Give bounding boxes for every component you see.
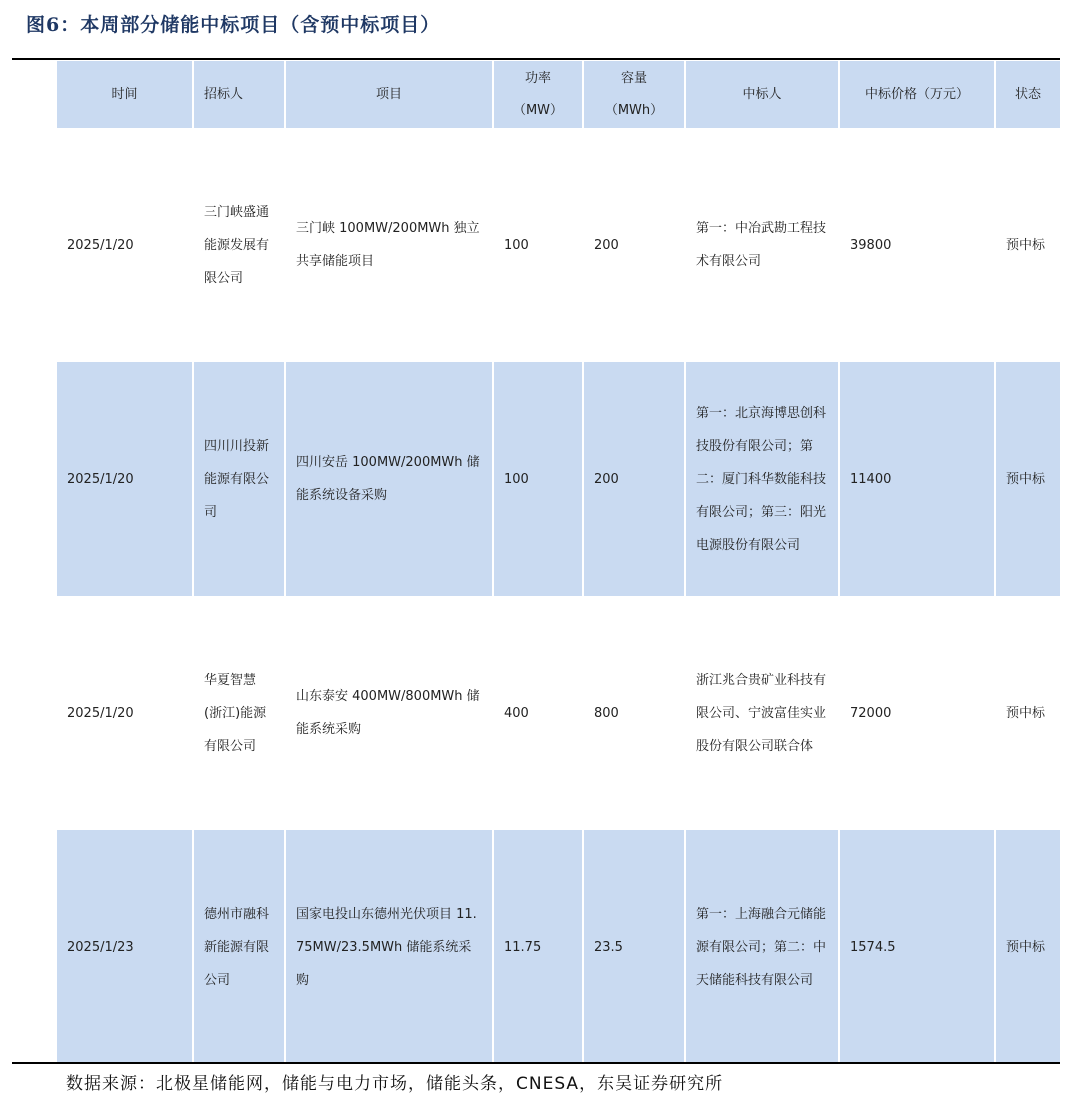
header-row [57, 61, 1060, 128]
cell-power: 100 [493, 128, 583, 362]
cell-capacity: 200 [583, 128, 685, 362]
cell-winner: 第一：北京海博思创科技股份有限公司；第二：厦门科华数能科技有限公司；第三：阳光电源股份有限公司 [685, 362, 839, 596]
data-source: 数据来源：北极星储能网，储能与电力市场，储能头条，CNESA，东吴证券研究所 [66, 1074, 724, 1094]
cell-price: 1574.5 [839, 830, 995, 1064]
cell-project: 三门峡 100MW/200MWh 独立共享储能项目 [285, 128, 493, 362]
cell-winner: 第一：中冶武勘工程技术有限公司 [685, 128, 839, 362]
cell-winner: 第一：上海融合元储能源有限公司；第二：中天储能科技有限公司 [685, 830, 839, 1064]
cell-tenderer: 三门峡盛通能源发展有限公司 [193, 128, 285, 362]
cell-status: 预中标 [1006, 705, 1046, 721]
header-power [493, 61, 583, 128]
cell-time: 2025/1/20 [57, 596, 193, 830]
table-row [57, 128, 1060, 362]
cell-power: 11.75 [493, 830, 583, 1064]
bottom-rule [12, 1062, 1060, 1064]
cell-project: 国家电投山东德州光伏项目 11.75MW/23.5MWh 储能系统采购 [285, 830, 493, 1064]
cell-price: 72000 [839, 596, 995, 830]
bid-table [57, 61, 1060, 1064]
cell-capacity: 200 [583, 362, 685, 596]
header-winner: 中标人 [685, 61, 839, 128]
header-project: 项目 [285, 61, 493, 128]
cell-time: 2025/1/20 [57, 128, 193, 362]
cell-capacity: 23.5 [583, 830, 685, 1064]
cell-time: 2025/1/20 [57, 362, 193, 596]
header-power-line2: （MW） [512, 102, 564, 118]
cell-capacity: 800 [583, 596, 685, 830]
cell-status: 预中标 [1006, 939, 1046, 955]
cell-time: 2025/1/23 [57, 830, 193, 1064]
cell-project: 四川安岳 100MW/200MWh 储能系统设备采购 [285, 362, 493, 596]
header-status: 状态 [1014, 86, 1041, 102]
cell-status: 预中标 [1006, 237, 1046, 253]
cell-price: 39800 [839, 128, 995, 362]
top-rule [12, 58, 1060, 60]
header-tenderer: 招标人 [193, 61, 285, 128]
figure-title: 图6：本周部分储能中标项目（含预中标项目） [26, 14, 441, 36]
cell-power: 400 [493, 596, 583, 830]
cell-tenderer: 华夏智慧(浙江)能源有限公司 [193, 596, 285, 830]
cell-price: 11400 [839, 362, 995, 596]
cell-winner: 浙江兆合贵矿业科技有限公司、宁波富佳实业股份有限公司联合体 [685, 596, 839, 830]
table-row [57, 830, 1060, 1064]
header-price: 中标价格（万元） [839, 61, 995, 128]
cell-power: 100 [493, 362, 583, 596]
header-power-line1: 功率 [524, 70, 551, 86]
table-row [57, 596, 1060, 830]
header-time: 时间 [57, 61, 193, 128]
cell-tenderer: 德州市融科新能源有限公司 [193, 830, 285, 1064]
header-capacity-line2: （MWh） [604, 102, 664, 118]
cell-project: 山东泰安 400MW/800MWh 储能系统采购 [285, 596, 493, 830]
table-row [57, 362, 1060, 596]
header-capacity [583, 61, 685, 128]
header-capacity-line1: 容量 [620, 70, 647, 86]
cell-tenderer: 四川川投新能源有限公司 [193, 362, 285, 596]
cell-status: 预中标 [1006, 471, 1046, 487]
